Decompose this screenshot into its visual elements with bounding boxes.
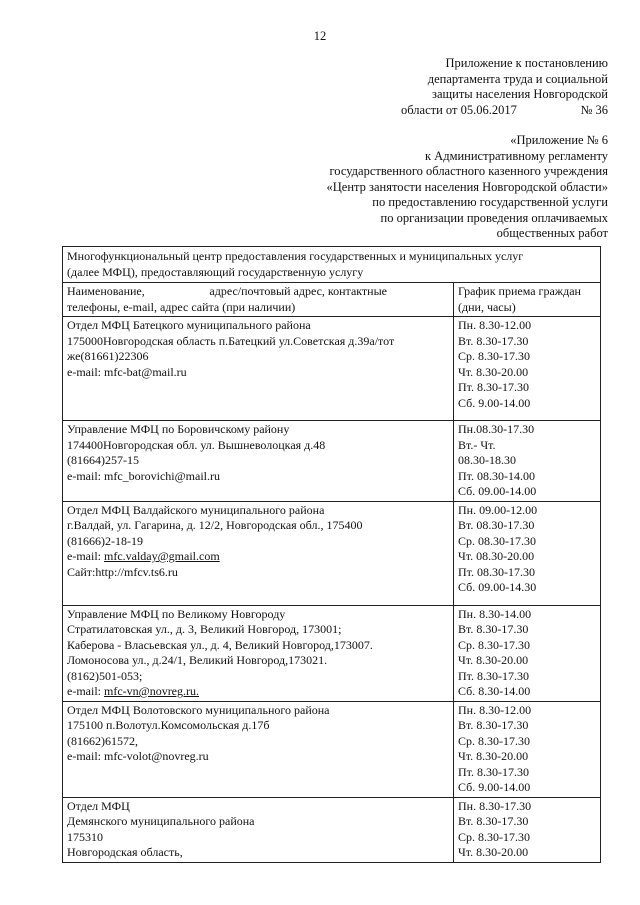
schedule-line: Ср. 8.30-17.30 (458, 733, 530, 748)
schedule-line: Вт. 08.30-17.30 (458, 518, 535, 532)
office-info-cell (63, 501, 454, 605)
schedule-line: Пт. 8.30-17.30 (458, 668, 530, 683)
office-email (67, 684, 449, 700)
schedule-cell (454, 701, 601, 797)
schedule-line: Ср. 8.30-17.30 (458, 637, 530, 652)
table-title-line: (далее МФЦ), предоставляющий государственную услугу (67, 264, 364, 279)
col1-header-line (67, 284, 449, 300)
office-info-line: г.Валдай, ул. Гагарина, д. 12/2, Новгородская обл., 175400 (67, 518, 363, 532)
schedule-cell (454, 501, 601, 605)
schedule-line: Пт. 08.30-14.00 (458, 468, 536, 483)
office-info-line: Ломоносова ул., д.24/1, Великий Новгород,173021. (67, 653, 328, 667)
schedule-line: Ср. 8.30-17.30 (458, 349, 530, 363)
appendix-header (327, 133, 608, 242)
col1-header-line: телефоны, e-mail, адрес сайта (при наличии) (67, 299, 296, 314)
schedule-line: Пн. 8.30-17.30 (458, 798, 532, 813)
schedule-line: Чт. 08.30-20.00 (458, 549, 535, 563)
appendix-line: «Приложение № 6 (510, 133, 608, 147)
schedule-line: Ср. 08.30-17.30 (458, 533, 536, 548)
schedule-line: Ср. 8.30-17.30 (458, 829, 530, 844)
schedule-cell (454, 797, 601, 862)
office-info-line: 175100 п.Волотул.Комсомольская д.17б (67, 718, 270, 732)
schedule-line: Вт. 8.30-17.30 (458, 333, 529, 348)
schedule-cell (454, 421, 601, 502)
schedule-line: Вт.- Чт. (458, 437, 496, 452)
page-number: 12 (313, 29, 327, 43)
table-row (63, 317, 601, 421)
table-row (63, 501, 601, 605)
table-row (63, 421, 601, 502)
schedule-line: Сб. 09.00-14.30 (458, 580, 537, 594)
appendix-line: общественных работ (496, 226, 608, 240)
appendix-line: государственного областного казенного учреждения (329, 164, 608, 178)
office-info-line: 175310 (67, 829, 103, 844)
annex-header (401, 56, 608, 118)
office-info-line: 174400Новгородская обл. ул. Вышневолоцкая д.48 (67, 437, 326, 452)
office-info-line: 175000Новгородская область п.Батецкий ул.Советская д.39а/тот (67, 333, 395, 348)
annex-line: департамента труда и социальной (427, 71, 608, 86)
email-link[interactable]: mfc-vn@novreg.ru. (103, 684, 200, 698)
cell-spacer (458, 411, 596, 419)
schedule-line: Вт. 8.30-17.30 (458, 814, 529, 828)
office-info-cell (63, 605, 454, 701)
schedule-cell (454, 317, 601, 421)
office-email (67, 549, 449, 565)
annex-date: области от 05.06.2017 (401, 102, 517, 117)
table-row (63, 605, 601, 701)
col2-header-line: График приема граждан (458, 284, 581, 298)
schedule-line: Пн.08.30-17.30 (458, 422, 535, 436)
office-email: e-mail: mfc-bat@mail.ru (67, 364, 187, 379)
office-info-line: Отдел МФЦ (67, 798, 130, 813)
email-link[interactable]: mfc.valday@gmail.com (103, 549, 220, 563)
annex-number: № 36 (580, 102, 608, 117)
schedule-line: Чт. 8.30-20.00 (458, 845, 529, 859)
office-info-line: (81666)2-18-19 (67, 533, 143, 548)
schedule-line: Чт. 8.30-20.00 (458, 653, 529, 667)
mfc-table (62, 246, 601, 863)
schedule-line: Вт. 8.30-17.30 (458, 622, 529, 636)
appendix-line: «Центр занятости населения Новгородской области» (326, 179, 608, 194)
office-info-cell (63, 421, 454, 502)
annex-line: Приложение к постановлению (445, 56, 608, 70)
schedule-line: Пт. 08.30-17.30 (458, 564, 536, 579)
office-info-cell (63, 797, 454, 862)
table-title-row (63, 247, 601, 283)
office-info-line: Демянского муниципального района (67, 814, 255, 828)
schedule-cell (454, 605, 601, 701)
schedule-line: Чт. 8.30-20.00 (458, 749, 529, 763)
appendix-line: по организации проведения оплачиваемых (380, 210, 608, 225)
col2-header-line: (дни, часы) (458, 299, 516, 314)
office-email: e-mail: mfc_borovichi@mail.ru (67, 468, 221, 483)
office-info-line: же(81661)22306 (67, 349, 149, 363)
schedule-line: Чт. 8.30-20.00 (458, 364, 529, 379)
schedule-line: Сб. 9.00-14.00 (458, 780, 531, 794)
schedule-line: Пн. 09.00-12.00 (458, 502, 538, 517)
schedule-line: Пн. 8.30-14.00 (458, 606, 532, 621)
office-info-line: Новгородская область, (67, 845, 183, 859)
schedule-line: Пт. 8.30-17.30 (458, 764, 530, 779)
annex-line: защиты населения Новгородской (432, 87, 608, 101)
office-info-line: Отдел МФЦ Валдайского муниципального района (67, 502, 325, 517)
office-info-line: Отдел МФЦ Батецкого муниципального района (67, 318, 311, 332)
schedule-line: Сб. 8.30-14.00 (458, 684, 531, 698)
office-info-line: Стратилатовская ул., д. 3, Великий Новгород, 173001; (67, 622, 342, 636)
col1-header-part: адрес/почтовый адрес, контактные (209, 284, 387, 298)
office-info-line: (81662)61572, (67, 733, 138, 748)
schedule-line: Пт. 8.30-17.30 (458, 380, 530, 394)
email-prefix: e-mail: (67, 549, 104, 563)
schedule-line: Сб. 09.00-14.00 (458, 484, 537, 498)
office-info-line: Управление МФЦ по Великому Новгороду (67, 606, 286, 621)
office-info-line: Управление МФЦ по Боровичскому району (67, 422, 290, 436)
email-prefix: e-mail: (67, 684, 104, 698)
schedule-line: 08.30-18.30 (458, 453, 516, 467)
schedule-line: Пн. 8.30-12.00 (458, 318, 532, 332)
col1-header-part: Наименование, (67, 284, 145, 298)
schedule-line: Пн. 8.30-12.00 (458, 702, 532, 717)
table-title-line: Многофункциональный центр предоставления государственных и муниципальных услуг (67, 249, 524, 263)
office-info-line: (81664)257-15 (67, 453, 139, 467)
office-info-line: Каберова - Власьевская ул., д. 4, Великий Новгород,173007. (67, 637, 373, 652)
table-header-row (63, 283, 601, 317)
office-website: Сайт:http://mfcv.ts6.ru (67, 564, 178, 579)
table-row (63, 701, 601, 797)
appendix-line: по предоставлению государственной услуги (372, 195, 608, 209)
col2-header (454, 283, 601, 317)
schedule-line: Сб. 9.00-14.00 (458, 395, 531, 410)
cell-spacer (458, 596, 596, 604)
col1-header (63, 283, 454, 317)
table-title-cell (63, 247, 601, 283)
table-row (63, 797, 601, 862)
schedule-line: Вт. 8.30-17.30 (458, 718, 529, 732)
office-email: e-mail: mfc-volot@novreg.ru (67, 749, 209, 763)
office-info-cell (63, 701, 454, 797)
office-info-line: (8162)501-053; (67, 668, 143, 683)
office-info-cell (63, 317, 454, 421)
appendix-line: к Административному регламенту (424, 148, 608, 163)
office-info-line: Отдел МФЦ Волотовского муниципального района (67, 702, 330, 717)
annex-date-row (401, 103, 608, 119)
